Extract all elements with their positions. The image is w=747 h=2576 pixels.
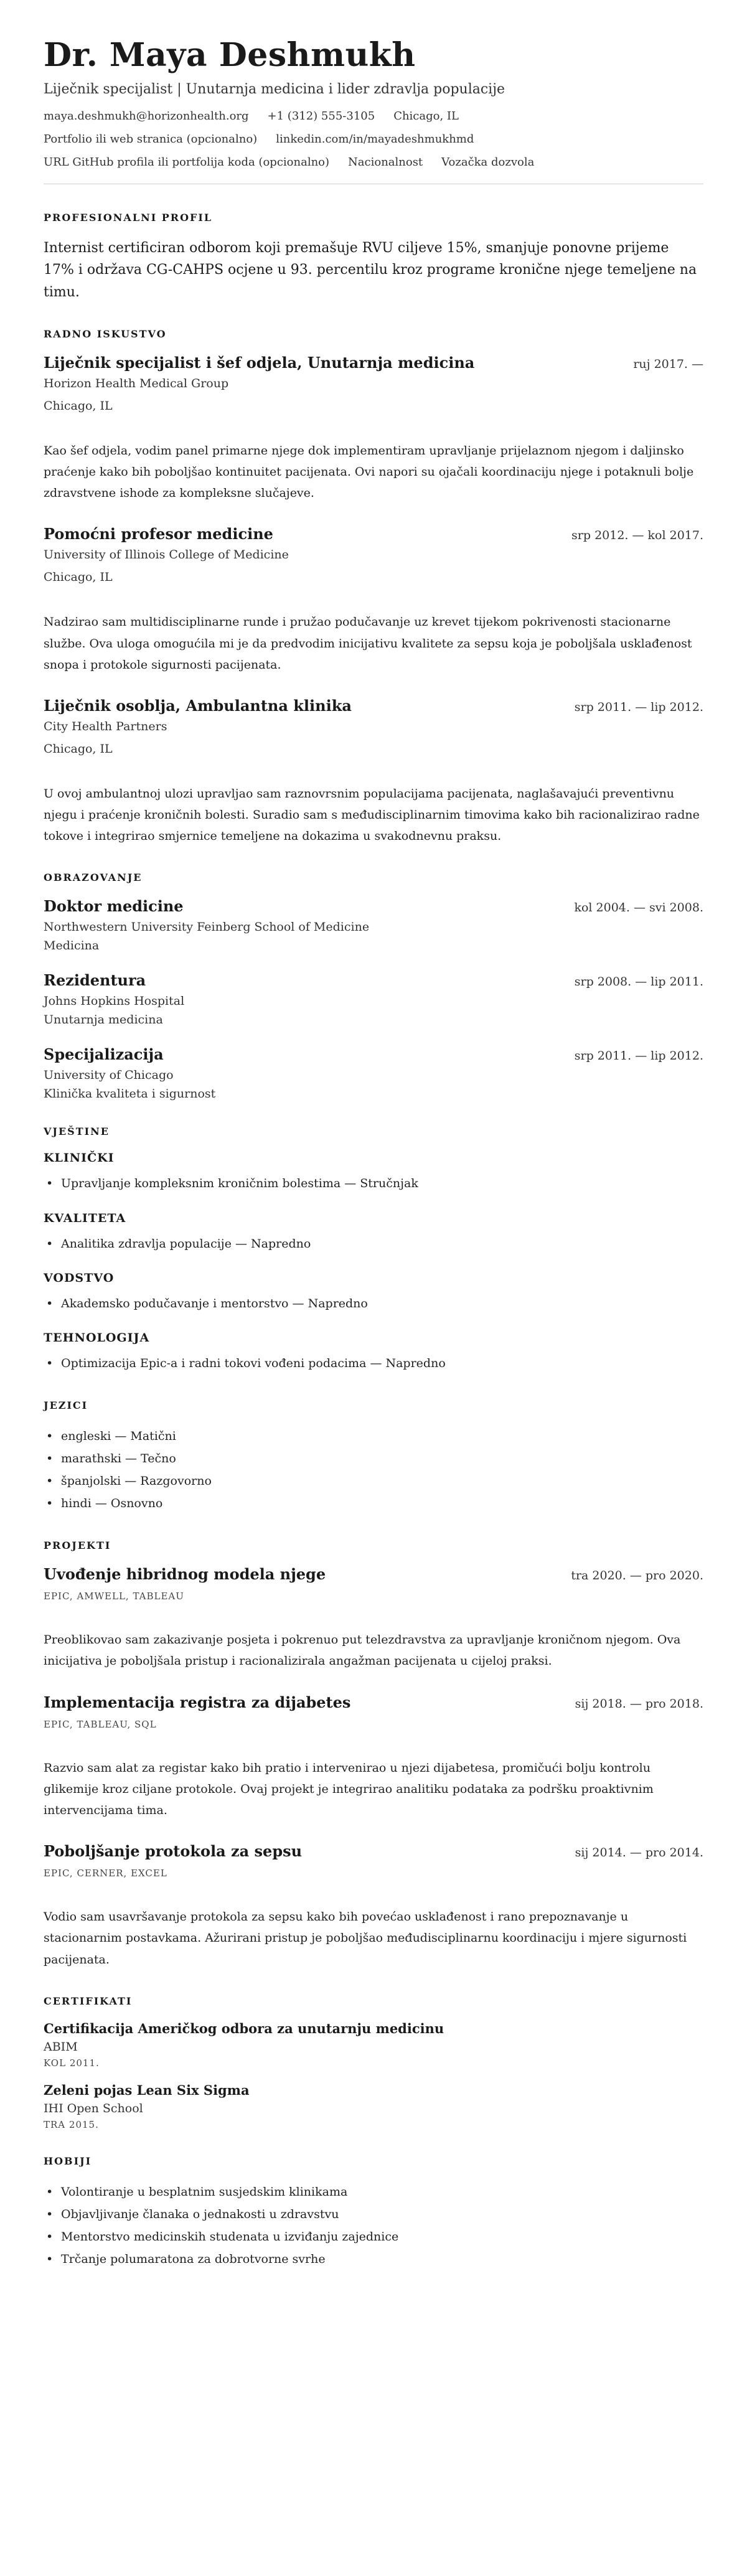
project-tech: EPIC, TABLEAU, SQL — [44, 1718, 157, 1730]
certificate-date: KOL 2011. — [44, 2057, 100, 2069]
project-description: Razvio sam alat za registar kako bih pratio i intervenirao u njezi dijabetesa, promičući bolju kontrolu glikemije kroz ciljane protokole. Ovaj projekt je integrirao analitiku podataka za podršku proaktivnim intervencijama tima. — [44, 1760, 654, 1817]
degree-title: Doktor medicine — [44, 897, 184, 916]
school-name: Northwestern University Feinberg School of Medicine — [44, 920, 370, 934]
skill-list — [44, 1233, 703, 1255]
project-dates: tra 2020. — pro 2020. — [571, 1569, 703, 1583]
job-dates: srp 2011. — lip 2012. — [574, 700, 703, 714]
language-item: • španjolski — Razgovorno — [44, 1470, 703, 1492]
certificate-name: Certifikacija Američkog odbora za unutarnju medicinu — [44, 2020, 444, 2036]
contact-nationality: Nacionalnost — [348, 156, 423, 169]
job-description: U ovoj ambulantnoj ulozi upravljao sam raznovrsnim populacijama pacijenata, naglašavajući preventivnu njegu i praćenje kroničnih bolesti. Suradio sam s međudisciplinarnim timovima kako bih racionalizirao radne tokove i integrirao smjernice temeljene na dokazima u svakodnevnu praksu. — [44, 786, 700, 844]
section-title: RADNO ISKUSTVO — [44, 327, 167, 340]
job-organization: University of Illinois College of Medicine — [44, 548, 289, 562]
education-entry — [44, 971, 703, 1027]
experience-section — [44, 328, 703, 847]
section-title: VJEŠTINE — [44, 1126, 110, 1138]
section-title: HOBIJI — [44, 2155, 92, 2167]
skill-item: • Optimizacija Epic-a i radni tokovi vođeni podacima — Napredno — [44, 1352, 703, 1375]
education-section — [44, 872, 703, 1101]
certificate-date: TRA 2015. — [44, 2118, 99, 2130]
section-title: CERTIFIKATI — [44, 1995, 133, 2007]
language-list — [44, 1425, 703, 1515]
skill-item: • Upravljanje kompleksnim kroničnim bolestima — Stručnjak — [44, 1172, 703, 1195]
job-organization: City Health Partners — [44, 719, 167, 733]
certificate-issuer: ABIM — [44, 2039, 78, 2054]
degree-dates: srp 2008. — lip 2011. — [574, 975, 703, 989]
resume-header — [44, 37, 703, 169]
contact-portfolio[interactable]: Portfolio ili web stranica (opcionalno) — [44, 133, 258, 146]
certificate-issuer: IHI Open School — [44, 2101, 143, 2115]
certificate-name: Zeleni pojas Lean Six Sigma — [44, 2082, 250, 2098]
skill-item: • Akademsko podučavanje i mentorstvo — Napredno — [44, 1292, 703, 1315]
contact-linkedin[interactable]: linkedin.com/in/mayadeshmukhmd — [276, 133, 474, 146]
degree-dates: srp 2011. — lip 2012. — [574, 1049, 703, 1063]
project-dates: sij 2014. — pro 2014. — [575, 1846, 703, 1860]
skill-category: KLINIČKI — [44, 1151, 115, 1165]
contact-row-2 — [44, 133, 703, 146]
contact-row-1 — [44, 110, 703, 123]
section-title: OBRAZOVANJE — [44, 872, 143, 884]
language-item: • hindi — Osnovno — [44, 1492, 703, 1515]
job-title: Liječnik osoblja, Ambulantna klinika — [44, 696, 352, 715]
project-description: Vodio sam usavršavanje protokola za sepsu kako bih povećao usklađenost i rano prepoznavanje u stacionarnim postavkama. Ažurirani pristup je poboljšao međudisciplinarnu koordinaciju i mjere sigurnosti pacijenata. — [44, 1910, 687, 1967]
certificate-entry — [44, 2021, 703, 2069]
job-organization: Horizon Health Medical Group — [44, 376, 229, 390]
job-title: Pomoćni profesor medicine — [44, 525, 273, 543]
project-name: Poboljšanje protokola za sepsu — [44, 1842, 303, 1861]
degree-dates: kol 2004. — svi 2008. — [574, 901, 703, 915]
experience-entry — [44, 525, 703, 675]
project-description: Preoblikovao sam zakazivanje posjeta i pokrenuo put telezdravstva za upravljanje kroničnom njegom. Ova inicijativa je poboljšala pristup i racionalizirala angažman pacijenata u cijeloj praksi. — [44, 1633, 681, 1668]
skill-category: KVALITETA — [44, 1211, 126, 1225]
project-name: Uvođenje hibridnog modela njege — [44, 1565, 326, 1584]
job-location: Chicago, IL — [44, 398, 113, 413]
skill-category: VODSTVO — [44, 1271, 115, 1285]
hobby-item: • Trčanje polumaratona za dobrotvorne svrhe — [44, 2248, 703, 2270]
hobby-item: • Volontiranje u besplatnim susjedskim klinikama — [44, 2181, 703, 2203]
education-entry — [44, 1045, 703, 1101]
candidate-name: Dr. Maya Deshmukh — [44, 36, 416, 74]
education-entry — [44, 897, 703, 952]
skill-list — [44, 1352, 703, 1375]
project-entry — [44, 1565, 703, 1671]
hobby-list — [44, 2181, 703, 2270]
job-dates: srp 2012. — kol 2017. — [571, 529, 703, 543]
study-field: Unutarnja medicina — [44, 1013, 163, 1027]
skills-section — [44, 1126, 703, 1374]
contact-email[interactable]: maya.deshmukh@horizonhealth.org — [44, 110, 249, 123]
contact-phone[interactable]: +1 (312) 555-3105 — [267, 110, 375, 123]
certificates-section — [44, 1995, 703, 2130]
certificate-entry — [44, 2082, 703, 2130]
language-item: • marathski — Tečno — [44, 1447, 703, 1470]
language-item: • engleski — Matični — [44, 1425, 703, 1447]
project-entry — [44, 1693, 703, 1822]
contact-location: Chicago, IL — [393, 110, 459, 123]
job-location: Chicago, IL — [44, 570, 113, 585]
school-name: University of Chicago — [44, 1068, 174, 1083]
project-name: Implementacija registra za dijabetes — [44, 1693, 351, 1711]
section-title: PROJEKTI — [44, 1539, 111, 1552]
contact-row-3 — [44, 156, 703, 169]
hobby-item: • Mentorstvo medicinskih studenata u izviđanju zajednice — [44, 2226, 703, 2248]
candidate-subtitle: Liječnik specijalist | Unutarnja medicina i lider zdravlja populacije — [44, 82, 505, 98]
job-dates: ruj 2017. — — [633, 357, 703, 371]
projects-section — [44, 1539, 703, 1970]
degree-title: Rezidentura — [44, 971, 146, 990]
skill-category: TEHNOLOGIJA — [44, 1330, 150, 1345]
hobbies-section — [44, 2155, 703, 2270]
contact-github[interactable]: URL GitHub profila ili portfolija koda (opcionalno) — [44, 156, 330, 169]
study-field: Klinička kvaliteta i sigurnost — [44, 1087, 216, 1101]
profile-summary: Internist certificiran odborom koji premašuje RVU ciljeve 15%, smanjuje ponovne prijeme 17% i održava CG-CAHPS ocjene u 93. percentilu kroz programe kronične njege temeljene na timu. — [44, 240, 697, 300]
experience-entry — [44, 354, 703, 504]
section-title: JEZICI — [44, 1399, 88, 1411]
contact-license: Vozačka dozvola — [441, 156, 535, 169]
job-description: Nadzirao sam multidisciplinarne runde i pružao podučavanje uz krevet tijekom pokrivenosti stacionarne službe. Ova uloga omogućila mi je da predvodim inicijativu kvalitete za sepsu koja je poboljšala usklađenost snopa i protokole sigurnosti pacijenata. — [44, 615, 692, 672]
experience-entry — [44, 697, 703, 847]
job-description: Kao šef odjela, vodim panel primarne njege dok implementiram upravljanje prijelaznom njegom i daljinsko praćenje kako bih poboljšao kontinuitet pacijenata. Ovi napori su ojačali koordinaciju njege i potaknuli bolje zdravstvene ishode za kompleksne slučajeve. — [44, 443, 694, 501]
profile-section — [44, 212, 703, 303]
school-name: Johns Hopkins Hospital — [44, 994, 185, 1008]
project-dates: sij 2018. — pro 2018. — [575, 1696, 703, 1711]
job-title: Liječnik specijalist i šef odjela, Unutarnja medicina — [44, 353, 475, 372]
degree-title: Specijalizacija — [44, 1045, 164, 1064]
study-field: Medicina — [44, 939, 100, 953]
project-tech: EPIC, AMWELL, TABLEAU — [44, 1591, 184, 1602]
section-title: PROFESIONALNI PROFIL — [44, 212, 213, 224]
skill-item: • Analitika zdravlja populacije — Napredno — [44, 1233, 703, 1255]
languages-section — [44, 1399, 703, 1515]
hobby-item: • Objavljivanje članaka o jednakosti u zdravstvu — [44, 2203, 703, 2226]
skill-list — [44, 1172, 703, 1195]
skill-list — [44, 1292, 703, 1315]
project-entry — [44, 1842, 703, 1970]
job-location: Chicago, IL — [44, 741, 113, 756]
project-tech: EPIC, CERNER, EXCEL — [44, 1868, 167, 1879]
